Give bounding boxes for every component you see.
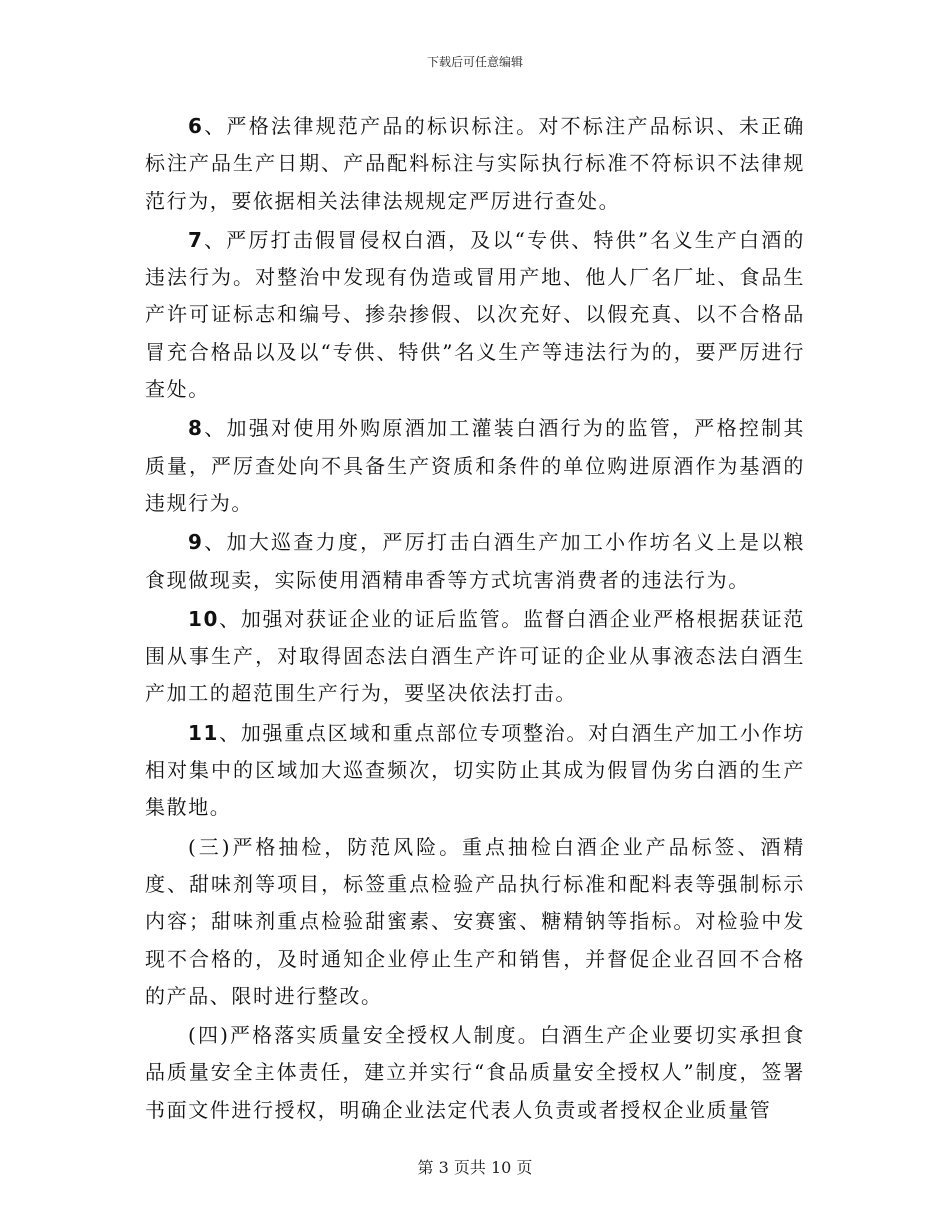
item-number: 10 <box>188 606 220 631</box>
paragraph-text: 、严厉打击假冒侵权白酒，及以“专供、特供”名义生产白酒的违法行为。对整治中发现有伪造或冒用产地、他人厂名厂址、食品生产许可证标志和编号、掺杂掺假、以次充好、以假充真、以不合格品冒充合格品以及以“专供、特供”名义生产等违法行为的，要严厉进行查处。 <box>145 227 805 402</box>
document-body <box>145 108 805 1131</box>
paragraph-text: 、加强重点区域和重点部位专项整治。对白酒生产加工小作坊相对集中的区域加大巡查频次，切实防止其成为假冒伪劣白酒的生产集散地。 <box>145 720 805 820</box>
page-header: 下载后可任意编辑 <box>426 55 523 69</box>
item-number: 9 <box>188 530 204 555</box>
paragraph-item-6 <box>145 108 805 220</box>
paragraph-item-10 <box>145 601 805 713</box>
paragraph-item-8 <box>145 410 805 522</box>
paragraph-text: 、加强对使用外购原酒加工灌装白酒行为的监管，严格控制其质量，严厉查处向不具备生产资质和条件的单位购进原酒作为基酒的违规行为。 <box>145 416 805 515</box>
paragraph-text: 、加强对获证企业的证后监管。监督白酒企业严格根据获证范围从事生产，对取得固态法白酒生产许可证的企业从事液态法白酒生产加工的超范围生产行为，要坚决依法打击。 <box>145 606 805 706</box>
paragraph-section-4 <box>145 1017 805 1129</box>
paragraph-item-9 <box>145 524 805 599</box>
paragraph-text: (三)严格抽检，防范风险。重点抽检白酒企业产品标签、酒精度、甜味剂等项目，标签重点检验产品执行标准和配料表等强制标示内容；甜味剂重点检验甜蜜素、安赛蜜、糖精钠等指标。对检验中发现不合格的，及时通知企业停止生产和销售，并督促企业召回不合格的产品、限时进行整改。 <box>145 834 805 1008</box>
page-footer: 第 3 页共 10 页 <box>417 1158 533 1177</box>
item-number: 6 <box>188 114 204 138</box>
paragraph-text: (四)严格落实质量安全授权人制度。白酒生产企业要切实承担食品质量安全主体责任，建立并实行“食品质量安全授权人”制度，签署书面文件进行授权，明确企业法定代表人负责或者授权企业质量管 <box>145 1023 805 1122</box>
paragraph-item-7 <box>145 222 805 408</box>
paragraph-text: 、加大巡查力度，严厉打击白酒生产加工小作坊名义上是以粮食现做现卖，实际使用酒精串香等方式坑害消费者的违法行为。 <box>145 530 805 592</box>
paragraph-text: 、严格法律规范产品的标识标注。对不标注产品标识、未正确标注产品生产日期、产品配料标注与实际执行标准不符标识不法律规范行为，要依据相关法律法规规定严厉进行查处。 <box>145 114 805 213</box>
item-number: 7 <box>188 227 204 252</box>
paragraph-section-3 <box>145 829 805 1015</box>
item-number: 8 <box>188 416 204 441</box>
item-number: 11 <box>188 720 220 745</box>
paragraph-item-11 <box>145 715 805 827</box>
